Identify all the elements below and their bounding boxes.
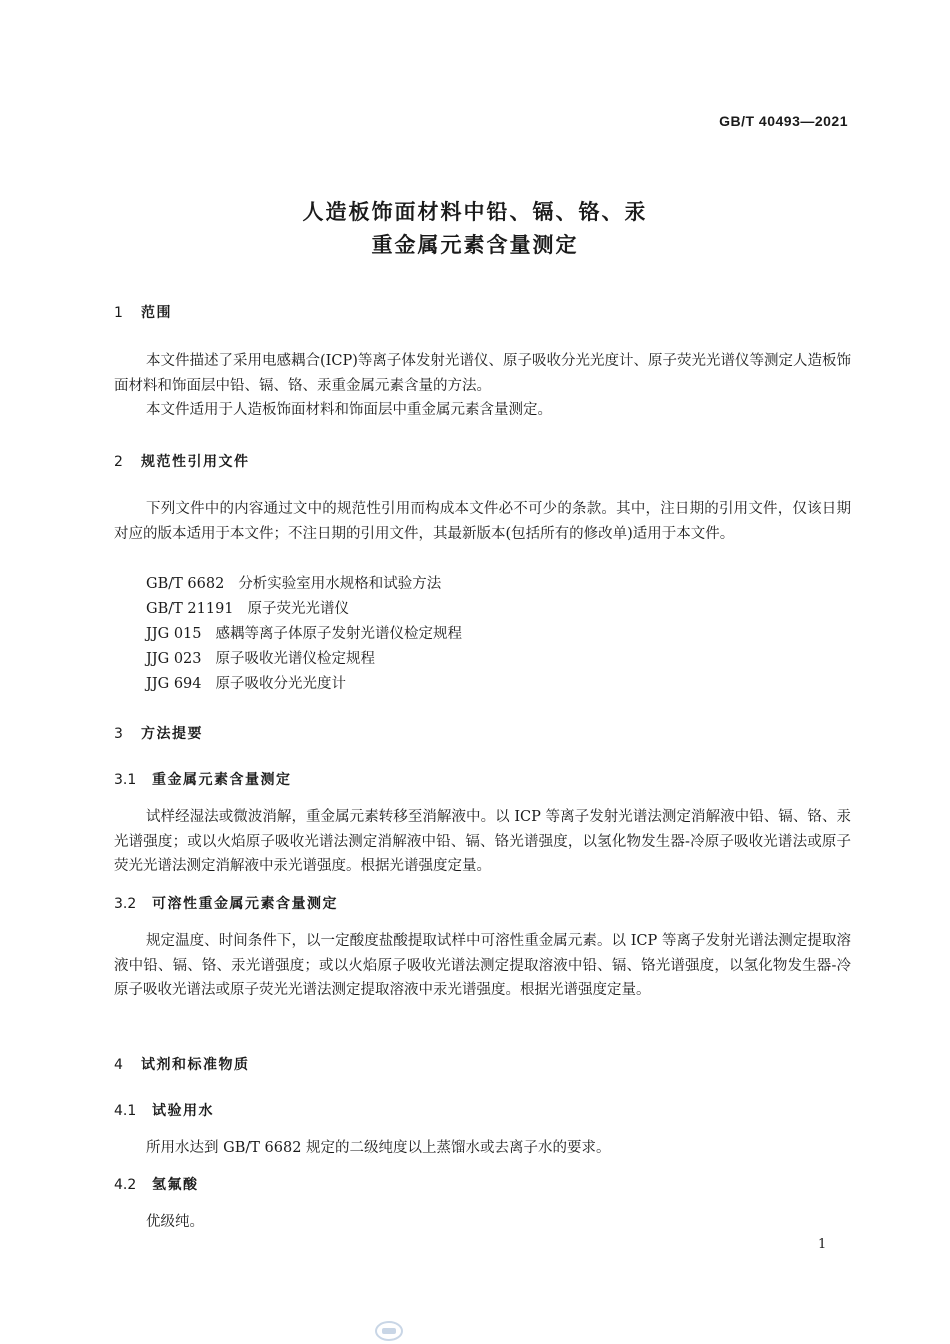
section-number: 4.2 — [114, 1177, 137, 1193]
section-title: 重金属元素含量测定 — [152, 772, 292, 788]
reference-item — [146, 622, 462, 643]
publisher-logo-icon — [374, 1320, 404, 1342]
reference-item — [146, 672, 346, 693]
reference-name: 原子吸收分光光度计 — [215, 676, 346, 692]
section-number: 4 — [114, 1057, 123, 1073]
reference-code: JJG 694 — [146, 676, 202, 692]
section-title: 可溶性重金属元素含量测定 — [152, 896, 338, 912]
reference-code: JJG 023 — [146, 651, 202, 667]
reference-name: 原子吸收光谱仪检定规程 — [215, 651, 375, 667]
section-title: 试验用水 — [152, 1103, 214, 1119]
section-title: 氢氟酸 — [152, 1177, 199, 1193]
section-number: 3 — [114, 726, 123, 742]
reference-item — [146, 647, 375, 668]
section-title: 试剂和标准物质 — [141, 1057, 250, 1073]
reference-name: 分析实验室用水规格和试验方法 — [238, 576, 442, 592]
section-3-heading — [114, 723, 203, 743]
section-2-heading — [114, 451, 250, 471]
page-number: 1 — [818, 1237, 827, 1252]
reference-code: GB/T 21191 — [146, 601, 234, 617]
section-1-paragraph-1: 本文件描述了采用电感耦合(ICP)等离子体发射光谱仪、原子吸收分光光度计、原子荧光光谱仪等测定人造板饰面材料和饰面层中铅、镉、铬、汞重金属元素含量的方法。 — [114, 353, 851, 394]
section-4-1-heading — [114, 1100, 214, 1120]
section-title: 范围 — [141, 305, 172, 321]
reference-item — [146, 572, 441, 593]
section-4-1-paragraph: 所用水达到 GB/T 6682 规定的二级纯度以上蒸馏水或去离子水的要求。 — [146, 1140, 611, 1156]
section-title: 规范性引用文件 — [141, 454, 250, 470]
section-number: 1 — [114, 305, 123, 321]
reference-name: 原子荧光光谱仪 — [247, 601, 350, 617]
section-3-1-heading — [114, 769, 292, 789]
section-2-paragraph-1: 下列文件中的内容通过文中的规范性引用而构成本文件必不可少的条款。其中，注日期的引用文件，仅该日期对应的版本适用于本文件；不注日期的引用文件，其最新版本(包括所有的修改单)适用于本文件。 — [114, 501, 851, 542]
section-title: 方法提要 — [141, 726, 203, 742]
section-number: 3.1 — [114, 772, 137, 788]
reference-name: 感耦等离子体原子发射光谱仪检定规程 — [215, 626, 462, 642]
document-title-line1: 人造板饰面材料中铅、镉、铬、汞 — [302, 200, 648, 224]
section-3-2-paragraph: 规定温度、时间条件下，以一定酸度盐酸提取试样中可溶性重金属元素。以 ICP 等离子发射光谱法测定提取溶液中铅、镉、铬、汞光谱强度；或以火焰原子吸收光谱法测定提取溶液中铅、镉、铬光谱强度，以氢化物发生器-冷原子吸收光谱法或原子荧光光谱法测定提取溶液中汞光谱强度。根据光谱强度定量。 — [114, 933, 851, 999]
reference-code: GB/T 6682 — [146, 576, 225, 592]
document-title-line2: 重金属元素含量测定 — [371, 233, 579, 257]
reference-item — [146, 597, 349, 618]
reference-code: JJG 015 — [146, 626, 202, 642]
section-4-2-paragraph: 优级纯。 — [146, 1214, 204, 1230]
section-number: 3.2 — [114, 896, 137, 912]
section-4-2-heading — [114, 1174, 199, 1194]
section-number: 2 — [114, 454, 123, 470]
section-1-heading — [114, 302, 172, 322]
section-1-paragraph-2: 本文件适用于人造板饰面材料和饰面层中重金属元素含量测定。 — [146, 402, 552, 418]
section-3-1-paragraph: 试样经湿法或微波消解，重金属元素转移至消解液中。以 ICP 等离子发射光谱法测定消解液中铅、镉、铬、汞光谱强度；或以火焰原子吸收光谱法测定消解液中铅、镉、铬光谱强度，以氢化物发生器-冷原子吸收光谱法或原子荧光光谱法测定消解液中汞光谱强度。根据光谱强度定量。 — [114, 809, 851, 875]
standard-code: GB/T 40493—2021 — [719, 113, 848, 129]
section-3-2-heading — [114, 893, 338, 913]
section-4-heading — [114, 1054, 250, 1074]
section-number: 4.1 — [114, 1103, 137, 1119]
